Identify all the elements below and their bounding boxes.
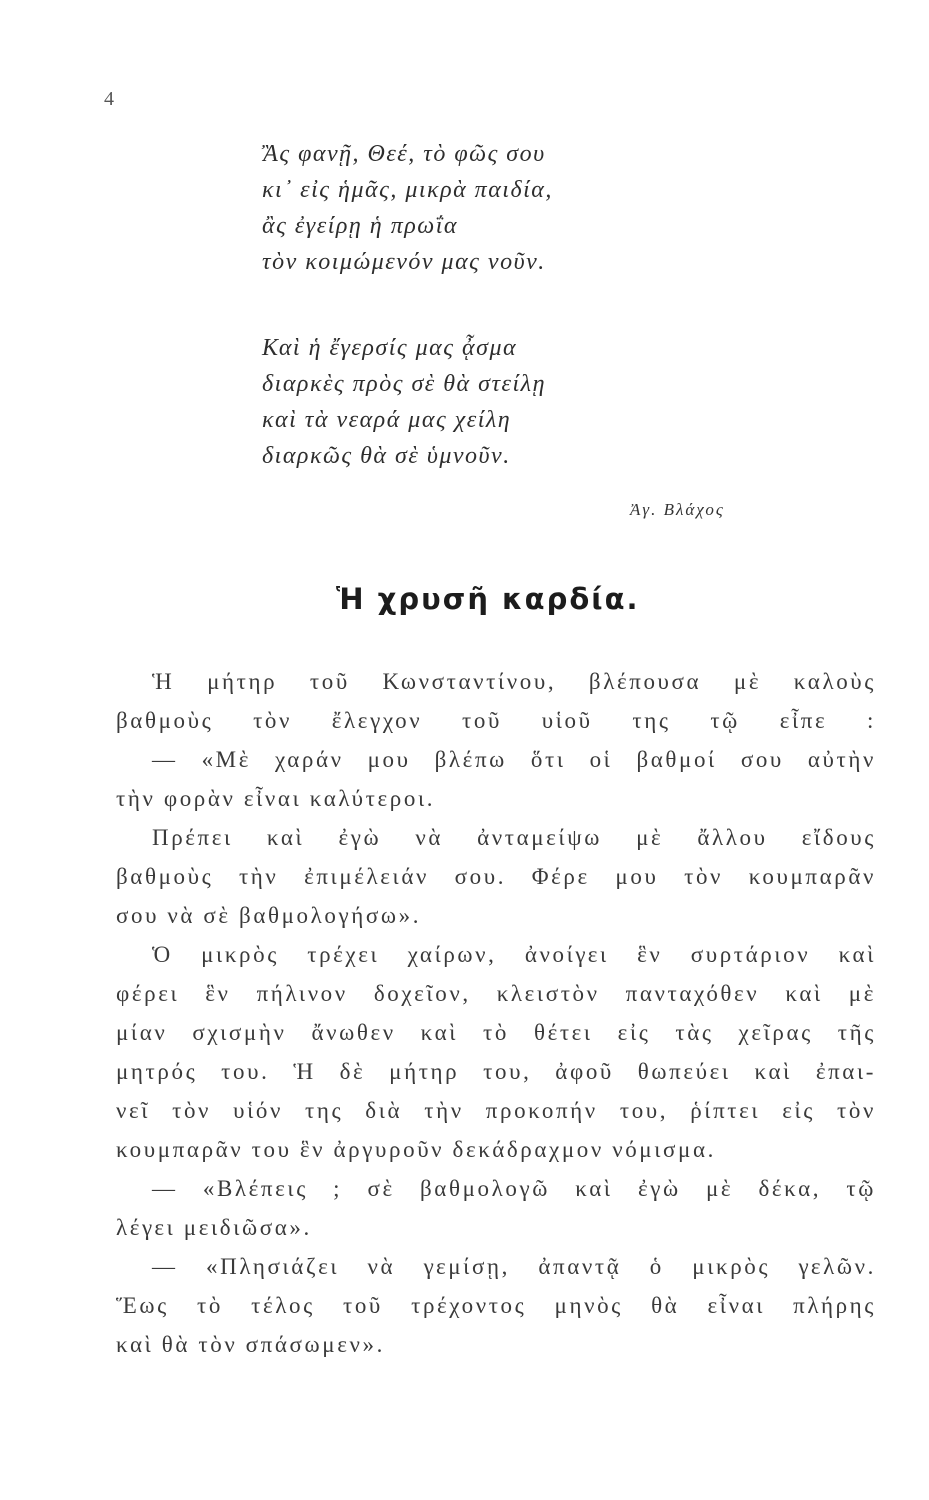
story-line: σου νὰ σὲ βαθμολογήσω».	[116, 903, 422, 928]
story-line: καὶ θὰ τὸν σπάσωμεν».	[116, 1332, 385, 1357]
poem-line: διαρκὲς πρὸς σὲ θὰ στείλῃ	[262, 371, 546, 397]
story-title: Ἡ χρυσῆ καρδία.	[336, 582, 640, 616]
story-line: Πρέπει καὶ ἐγὼ νὰ ἀνταμείψω μὲ ἄλλου εἴδους	[152, 825, 876, 850]
story-line: Ἕως τὸ τέλος τοῦ τρέχοντος μηνὸς θὰ εἶναι πλήρης	[116, 1293, 876, 1318]
story-line: νεῖ τὸν υἱόν της διὰ τὴν προκοπήν του, ῥίπτει εἰς τὸν	[116, 1098, 876, 1123]
story-line: μητρός του. Ἡ δὲ μήτηρ του, ἀφοῦ θωπεύει καὶ ἐπαι-	[116, 1059, 876, 1084]
page-number: 4	[104, 88, 114, 110]
story-line: μίαν σχισμὴν ἄνωθεν καὶ τὸ θέτει εἰς τὰς χεῖρας τῆς	[116, 1020, 876, 1045]
story-line: — «Μὲ χαράν μου βλέπω ὅτι οἱ βαθμοί σου αὐτὴν	[152, 747, 876, 772]
story-line: Ὁ μικρὸς τρέχει χαίρων, ἀνοίγει ἓν συρτάριον καὶ	[152, 942, 876, 967]
story-line: βαθμοὺς τὴν ἐπιμέλειάν σου. Φέρε μου τὸν κουμπαρᾶν	[116, 864, 876, 889]
story-line: Ἡ μήτηρ τοῦ Κωνσταντίνου, βλέπουσα μὲ καλοὺς	[152, 669, 876, 694]
poem-line: Ἂς φανῇ, Θεέ, τὸ φῶς σου	[262, 141, 546, 167]
poem-line: Καὶ ἡ ἔγερσίς μας ᾆσμα	[262, 335, 518, 361]
poem-line: διαρκῶς θὰ σὲ ὑμνοῦν.	[262, 443, 511, 469]
poem-line: ἂς ἐγείρῃ ἡ πρωΐα	[262, 213, 458, 239]
story-line: φέρει ἓν πήλινον δοχεῖον, κλειστὸν πανταχόθεν καὶ μὲ	[116, 981, 876, 1006]
story-line: — «Πλησιάζει νὰ γεμίσῃ, ἀπαντᾷ ὁ μικρὸς γελῶν.	[152, 1254, 876, 1279]
poem-stanza-1	[262, 136, 682, 280]
story-line: βαθμοὺς τὸν ἔλεγχον τοῦ υἱοῦ της τῷ εἶπε :	[116, 708, 876, 733]
story-body	[116, 662, 876, 1364]
poem-stanza-2	[262, 330, 682, 474]
poem-line: κι᾽ εἰς ἡμᾶς, μικρὰ παιδία,	[262, 177, 553, 203]
poem-author: Ἀγ. Βλάχος	[630, 500, 725, 519]
story-line: λέγει μειδιῶσα».	[116, 1215, 312, 1240]
story-line: — «Βλέπεις ; σὲ βαθμολογῶ καὶ ἐγὼ μὲ δέκα, τῷ	[152, 1176, 876, 1201]
story-line: κουμπαρᾶν του ἓν ἀργυροῦν δεκάδραχμον νόμισμα.	[116, 1137, 716, 1162]
poem-line: τὸν κοιμώμενόν μας νοῦν.	[262, 249, 546, 275]
poem-line: καὶ τὰ νεαρά μας χείλη	[262, 407, 512, 433]
story-line: τὴν φορὰν εἶναι καλύτεροι.	[116, 786, 436, 811]
